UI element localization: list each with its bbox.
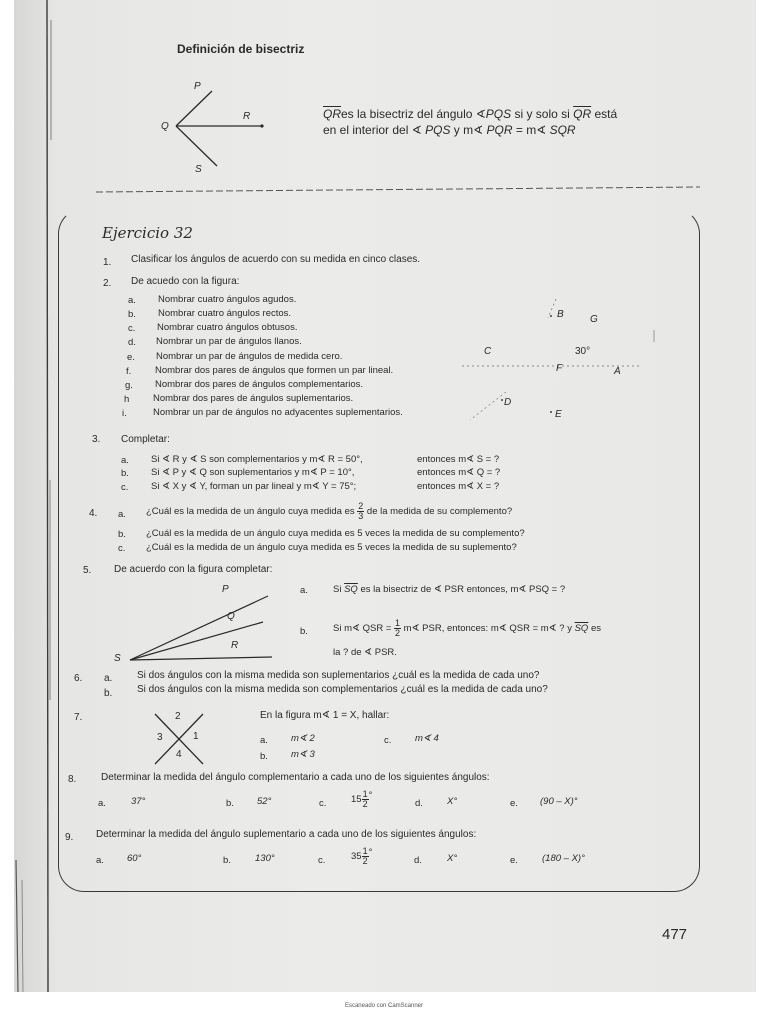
q7-angle-1: 1 bbox=[193, 731, 199, 742]
list-item-letter: b. bbox=[121, 468, 129, 479]
mixed-number-value: 35 $\frac{1}{2}$ ° bbox=[351, 846, 373, 867]
q7-angle-4: 4 bbox=[176, 749, 182, 760]
item-letter: c. bbox=[319, 798, 327, 809]
item-letter: d. bbox=[414, 855, 422, 866]
q7-angle-2: 2 bbox=[175, 711, 181, 722]
q3-text: Completar: bbox=[121, 434, 170, 445]
q6b-letter: b. bbox=[104, 688, 113, 699]
fig2-label-f: F bbox=[556, 363, 563, 374]
list-item: Nombrar cuatro ángulos obtusos. bbox=[157, 322, 298, 333]
point-label-r: R bbox=[243, 111, 251, 122]
scanner-watermark: Escaneado con CamScanner bbox=[344, 1003, 424, 1009]
list-item-letter: e. bbox=[127, 352, 135, 363]
list-item: Nombrar dos pares de ángulos complementarios. bbox=[155, 379, 364, 390]
fraction: $\frac{1}{2}$ bbox=[362, 846, 368, 867]
q6a-text: Si dos ángulos con la misma medida son suplementarios ¿cuál es la medida de cada uno? bbox=[137, 670, 540, 681]
item-value: 52° bbox=[257, 796, 272, 807]
list-item: Si ∢ R y ∢ S son complementarios y m∢ R = 50°, bbox=[151, 454, 363, 465]
q7-item-letter: a. bbox=[260, 735, 268, 746]
q7-item-value: m∢ 3 bbox=[291, 749, 315, 760]
q4b-text: ¿Cuál es la medida de un ángulo cuya medida es 5 veces la medida de su complemento? bbox=[146, 528, 525, 539]
fig2-angle-label: 30° bbox=[575, 346, 591, 357]
item-value: X° bbox=[447, 853, 458, 864]
fig2-label-d: D bbox=[504, 397, 512, 408]
item-value: (180 – X)° bbox=[542, 853, 585, 864]
fig5-label-r: R bbox=[231, 640, 239, 651]
q5-text: De acuerdo con la figura completar: bbox=[114, 564, 273, 575]
list-item: Nombrar cuatro ángulos agudos. bbox=[158, 294, 297, 305]
item-value: X° bbox=[447, 796, 458, 807]
q5-number: 5. bbox=[83, 565, 92, 576]
q8-number: 8. bbox=[68, 774, 77, 785]
q3-number: 3. bbox=[92, 434, 101, 445]
fig2-label-e: E bbox=[555, 409, 562, 420]
q2-text: De acuedo con la figura: bbox=[131, 276, 240, 287]
item-value: (90 – X)° bbox=[540, 796, 578, 807]
fraction: $\frac{1}{2}$ bbox=[395, 618, 401, 638]
list-item-letter: b. bbox=[128, 309, 136, 320]
list-item-letter: a. bbox=[128, 295, 136, 306]
fig5-label-s: S bbox=[114, 653, 121, 664]
q9-number: 9. bbox=[65, 832, 74, 843]
point-label-s: S bbox=[195, 164, 202, 175]
point-label-q: Q bbox=[161, 121, 169, 132]
q7-item-value: m∢ 2 bbox=[291, 733, 315, 744]
q5a-text: Si $\overline{SQ}$ es la bisectriz de ∢ PSR entonces, m∢ PSQ = ? bbox=[333, 584, 566, 595]
list-item-letter: g. bbox=[125, 380, 133, 391]
item-letter: c. bbox=[318, 855, 326, 866]
q1-number: 1. bbox=[103, 257, 112, 268]
list-item: Nombrar cuatro ángulos rectos. bbox=[158, 308, 292, 319]
list-item-answer: entonces m∢ S = ? bbox=[417, 454, 500, 465]
q7-item-value: m∢ 4 bbox=[415, 733, 439, 744]
list-item-letter: h bbox=[124, 394, 130, 405]
q7-text: En la figura m∢ 1 = X, hallar: bbox=[260, 710, 390, 721]
fig2-label-g: G bbox=[590, 314, 598, 325]
exercise-title: Ejercicio 32 bbox=[102, 224, 193, 242]
list-item-letter: d. bbox=[128, 337, 136, 348]
list-item: Nombrar dos pares de ángulos suplementarios. bbox=[153, 393, 354, 404]
definition-title: Definición de bisectriz bbox=[177, 42, 305, 56]
q5b-letter: b. bbox=[300, 626, 308, 637]
q5b-text-cont: la ? de ∢ PSR. bbox=[333, 647, 397, 658]
q7-item-letter: b. bbox=[260, 751, 268, 762]
q2-number: 2. bbox=[103, 278, 112, 289]
list-item: Si ∢ P y ∢ Q son suplementarios y m∢ P = 10°, bbox=[151, 467, 355, 478]
fig2-label-a: A bbox=[614, 366, 621, 377]
list-item-letter: c. bbox=[121, 482, 129, 493]
q7-number: 7. bbox=[74, 712, 83, 723]
list-item-answer: entonces m∢ Q = ? bbox=[417, 467, 501, 478]
list-item-letter: c. bbox=[128, 323, 136, 334]
list-item-answer: entonces m∢ X = ? bbox=[417, 481, 500, 492]
q4a-text: ¿Cuál es la medida de un ángulo cuya medida es $\frac{2}{3}$ de la medida de su complemento? bbox=[146, 501, 513, 521]
q9-text: Determinar la medida del ángulo suplementario a cada uno de los siguientes ángulos: bbox=[96, 829, 477, 840]
item-letter: b. bbox=[223, 855, 231, 866]
q6a-letter: a. bbox=[104, 673, 113, 684]
list-item: Nombrar un par de ángulos de medida cero. bbox=[156, 351, 343, 362]
list-item-letter: f. bbox=[126, 366, 132, 377]
page-number: 477 bbox=[662, 926, 688, 943]
fraction: $\frac{1}{2}$ bbox=[362, 789, 368, 810]
q4b-letter: b. bbox=[118, 529, 126, 540]
q4c-text: ¿Cuál es la medida de un ángulo cuya medida es 5 veces la medida de su suplemento? bbox=[146, 542, 517, 553]
list-item-letter: a. bbox=[121, 455, 129, 466]
definition-line-1: $\overline{QR}es$ la bisectriz del ángulo ∢PQS si y solo si $\overline{QR}$ está bbox=[323, 107, 618, 121]
q6b-text: Si dos ángulos con la misma medida son complementarios ¿cuál es la medida de cada uno? bbox=[137, 684, 548, 695]
list-item: Nombrar dos pares de ángulos que formen un par lineal. bbox=[155, 365, 394, 376]
point-label-p: P bbox=[194, 81, 201, 92]
q4a-letter: a. bbox=[118, 509, 126, 520]
q4-number: 4. bbox=[89, 508, 98, 519]
mixed-number-value: 15 $\frac{1}{2}$ ° bbox=[351, 789, 373, 810]
list-item: Nombrar un par de ángulos llanos. bbox=[156, 336, 302, 347]
item-letter: e. bbox=[510, 798, 518, 809]
definition-line-2: en el interior del ∢ PQS y m∢ PQR = m∢ SQR bbox=[323, 123, 576, 137]
q5b-text: Si m∢ QSR = $\frac{1}{2}$ m∢ PSR, entonces: m∢ QSR = m∢ ? y $\overline{SQ}$ es bbox=[333, 618, 602, 638]
list-item: Nombrar un par de ángulos no adyacentes suplementarios. bbox=[153, 407, 403, 418]
item-letter: e. bbox=[510, 855, 518, 866]
q4c-letter: c. bbox=[118, 543, 126, 554]
q8-text: Determinar la medida del ángulo complementario a cada uno de los siguientes ángulos: bbox=[101, 772, 490, 783]
item-letter: a. bbox=[96, 855, 104, 866]
item-value: 130° bbox=[255, 853, 275, 864]
q7-angle-3: 3 bbox=[157, 732, 163, 743]
item-value: 37° bbox=[131, 796, 146, 807]
item-letter: d. bbox=[415, 798, 423, 809]
q1-text: Clasificar los ángulos de acuerdo con su medida en cinco clases. bbox=[131, 254, 421, 265]
item-value: 60° bbox=[127, 853, 142, 864]
q5a-letter: a. bbox=[300, 585, 308, 596]
list-item-letter: i. bbox=[122, 408, 127, 419]
fig2-label-b: B bbox=[557, 309, 564, 320]
q6-number: 6. bbox=[74, 673, 83, 684]
fig5-label-q: Q bbox=[227, 611, 235, 622]
fig5-label-p: P bbox=[222, 584, 229, 595]
fraction: $\frac{2}{3}$ bbox=[358, 501, 364, 521]
item-letter: a. bbox=[98, 798, 106, 809]
fig2-label-c: C bbox=[484, 346, 492, 357]
list-item: Si ∢ X y ∢ Y, forman un par lineal y m∢ Y = 75°; bbox=[151, 481, 357, 492]
q7-item-letter: c. bbox=[384, 735, 392, 746]
item-letter: b. bbox=[226, 798, 234, 809]
